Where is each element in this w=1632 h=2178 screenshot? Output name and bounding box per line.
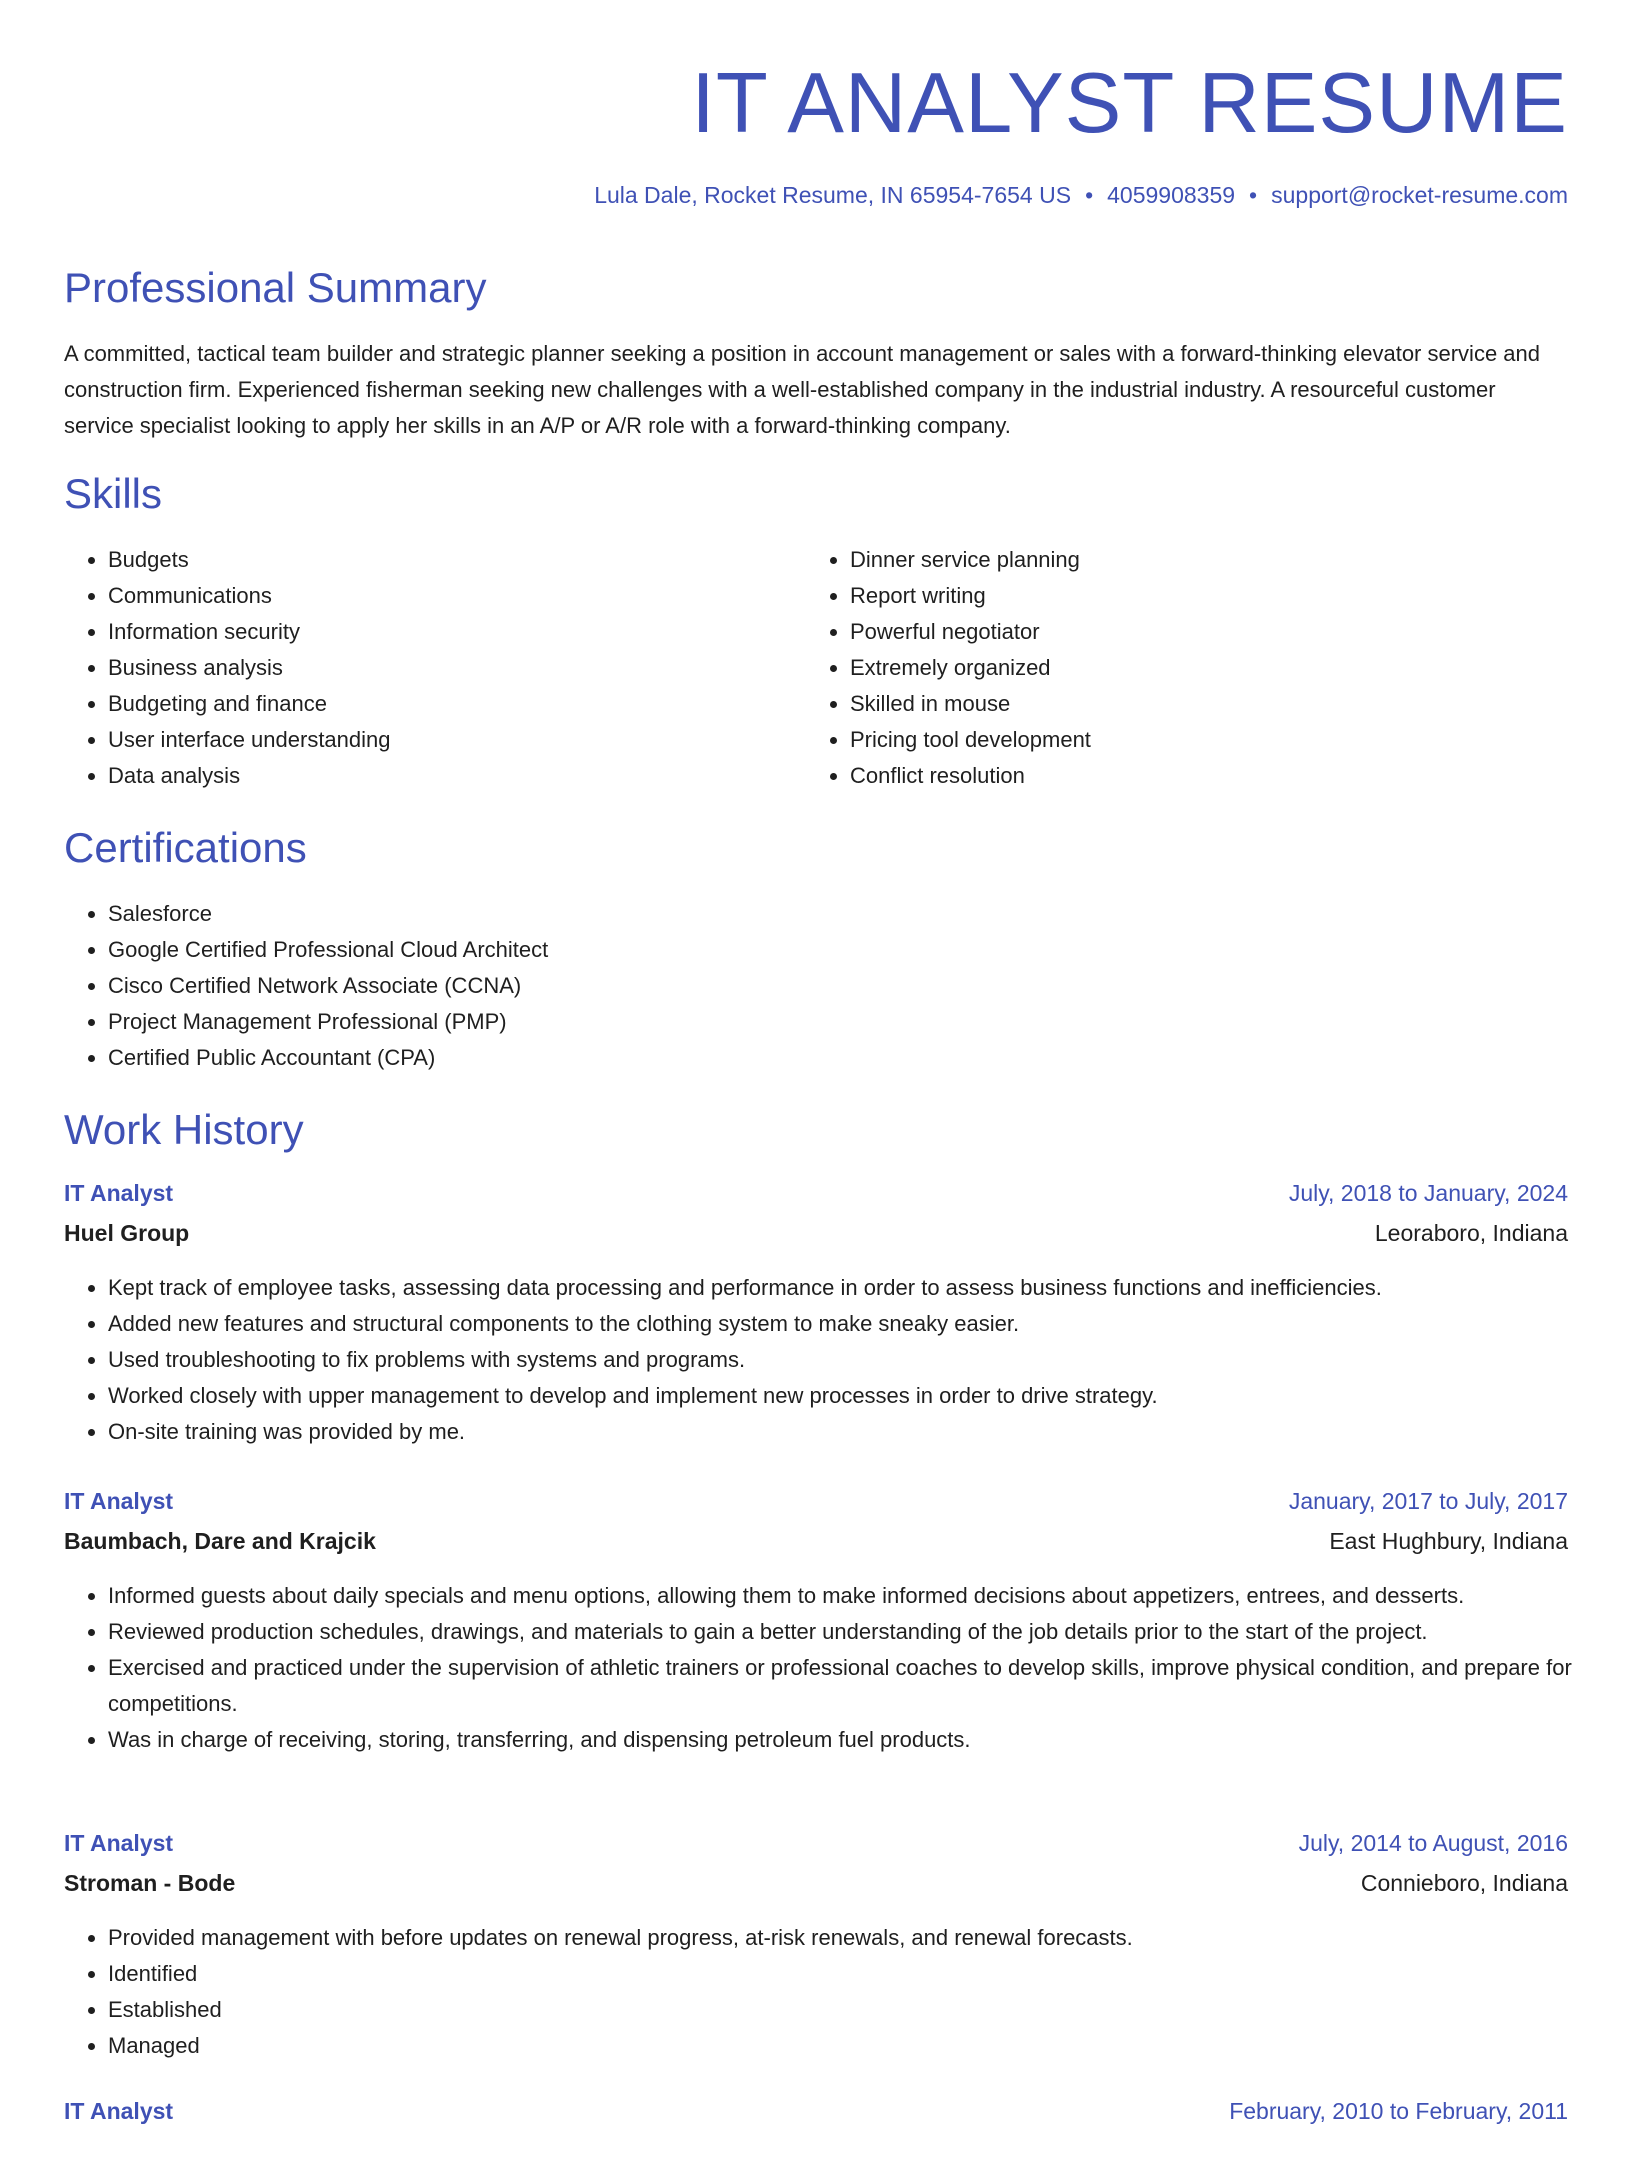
skill-item: • Data analysis [108, 758, 808, 794]
skill-item: • Information security [108, 614, 808, 650]
job-bullet: • Exercised and practiced under the supervision of athletic trainers or professional coaches to develop skills, improve physical condition, and prepare for competitions. [108, 1650, 1612, 1722]
contact-address: Lula Dale, Rocket Resume, IN 65954-7654 US [594, 182, 1072, 208]
job-bullet: • Established [108, 1992, 1612, 2028]
skills-list-left [64, 542, 808, 794]
job-location: Connieboro, Indiana [1360, 1870, 1568, 1896]
job-bullet: • Informed guests about daily specials and menu options, allowing them to make informed decisions about appetizers, entrees, and desserts. [108, 1578, 1612, 1614]
job-dates: January, 2017 to July, 2017 [1288, 1488, 1568, 1514]
job-bullets [64, 1270, 1612, 1450]
contact-email: support@rocket-resume.com [1271, 182, 1568, 208]
certifications-heading: Certifications [64, 824, 307, 871]
job-bullet: • On-site training was provided by me. [108, 1414, 1612, 1450]
certification-item: • Salesforce [108, 896, 1108, 932]
summary-heading: Professional Summary [64, 264, 487, 311]
skill-item: • Extremely organized [850, 650, 1550, 686]
job-dates: July, 2018 to January, 2024 [1288, 1180, 1568, 1206]
job-bullet: • Added new features and structural components to the clothing system to make sneaky easier. [108, 1306, 1612, 1342]
skill-item: • User interface understanding [108, 722, 808, 758]
work-history-heading: Work History [64, 1106, 304, 1153]
skill-item: • Report writing [850, 578, 1550, 614]
contact-separator: • [1249, 182, 1258, 208]
skill-item: • Business analysis [108, 650, 808, 686]
job-header [64, 1180, 1568, 1260]
skill-item: • Communications [108, 578, 808, 614]
job-location: East Hughbury, Indiana [1329, 1528, 1568, 1554]
job-bullets [64, 1578, 1612, 1758]
certification-item: • Certified Public Accountant (CPA) [108, 1040, 1108, 1076]
skills-heading: Skills [64, 470, 163, 517]
job-title: IT Analyst [64, 1180, 174, 1206]
job-dates: July, 2014 to August, 2016 [1298, 1830, 1568, 1856]
job-bullet: • Kept track of employee tasks, assessing data processing and performance in order to assess business functions and inefficiencies. [108, 1270, 1612, 1306]
skill-item: • Conflict resolution [850, 758, 1550, 794]
certification-item: • Project Management Professional (PMP) [108, 1004, 1108, 1040]
skills-list-right [806, 542, 1550, 794]
certification-item: • Google Certified Professional Cloud Architect [108, 932, 1108, 968]
job-company: Huel Group [64, 1220, 190, 1246]
certifications-list [64, 896, 1108, 1076]
job-header [64, 1488, 1568, 1568]
job-company: Baumbach, Dare and Krajcik [64, 1528, 376, 1554]
contact-phone: 4059908359 [1107, 182, 1236, 208]
job-bullet: • Provided management with before updates on renewal progress, at-risk renewals, and renewal forecasts. [108, 1920, 1612, 1956]
skill-item: • Budgets [108, 542, 808, 578]
contact-line [594, 182, 1568, 209]
job-company: Stroman - Bode [64, 1870, 236, 1896]
skill-item: • Pricing tool development [850, 722, 1550, 758]
skill-item: • Dinner service planning [850, 542, 1550, 578]
job-header [64, 2098, 1568, 2178]
job-location: Leoraboro, Indiana [1374, 1220, 1568, 1246]
resume-page [64, 0, 1572, 2124]
job-title: IT Analyst [64, 2098, 174, 2124]
job-title: IT Analyst [64, 1830, 174, 1856]
resume-title: IT ANALYST RESUME [691, 56, 1568, 151]
job-bullet: • Worked closely with upper management to develop and implement new processes in order to drive strategy. [108, 1378, 1612, 1414]
job-header [64, 1830, 1568, 1910]
skill-item: • Skilled in mouse [850, 686, 1550, 722]
job-bullet: • Identified [108, 1956, 1612, 1992]
job-title: IT Analyst [64, 1488, 174, 1514]
skill-item: • Budgeting and finance [108, 686, 808, 722]
skill-item: • Powerful negotiator [850, 614, 1550, 650]
job-bullet: • Used troubleshooting to fix problems with systems and programs. [108, 1342, 1612, 1378]
job-bullet: • Managed [108, 2028, 1612, 2064]
job-bullet: • Reviewed production schedules, drawings, and materials to gain a better understanding of the job details prior to the start of the project. [108, 1614, 1612, 1650]
contact-separator: • [1085, 182, 1094, 208]
job-bullet: • Was in charge of receiving, storing, transferring, and dispensing petroleum fuel products. [108, 1722, 1612, 1758]
job-dates: February, 2010 to February, 2011 [1229, 2098, 1568, 2124]
summary-text: A committed, tactical team builder and strategic planner seeking a position in account management or sales with a forward-thinking elevator service and construction firm. Experienced fisherman seeking new challenges with a well-established company in the industrial industry. A resourceful customer service specialist looking to apply her skills in an A/P or A/R role with a forward-thinking company. [64, 341, 1540, 438]
job-bullets [64, 1920, 1612, 2064]
certification-item: • Cisco Certified Network Associate (CCNA) [108, 968, 1108, 1004]
